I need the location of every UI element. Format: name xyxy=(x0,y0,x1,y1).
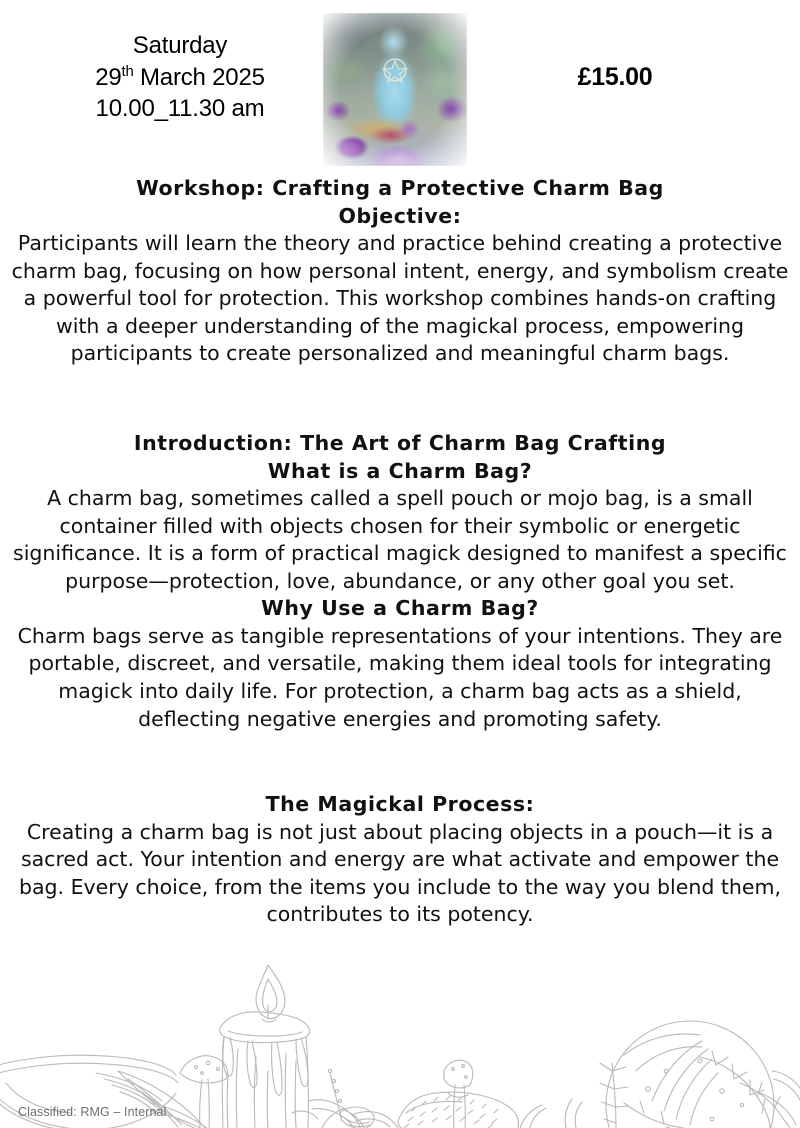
mushroom-right-icon xyxy=(340,1060,473,1128)
bottom-decorative-illustration xyxy=(0,953,800,1128)
berry-sprig-icon xyxy=(322,1069,364,1128)
event-day: Saturday xyxy=(132,32,228,59)
event-date-number: 29 xyxy=(95,63,122,91)
leaf-blade-icon xyxy=(118,1071,206,1128)
charm-bag-photo-image xyxy=(323,13,467,166)
mushroom-left-icon xyxy=(180,1056,228,1128)
document-header xyxy=(0,0,800,175)
charm-bag-photo xyxy=(323,13,467,166)
objective-text: Participants will learn the theory and practice behind creating a protective charm bag, focusing on how personal intent, energy, and symbolism create a powerful tool for protection. This workshop combines hands-on crafting with a deeper understanding of the magickal process, empowering participants to create personalized and meaningful charm bags. xyxy=(11,231,789,366)
crystal-sphere-icon xyxy=(606,1021,774,1128)
workshop-section xyxy=(6,175,794,368)
document-body xyxy=(0,175,800,929)
classification-label: Classified: RMG – Internal xyxy=(18,1105,167,1119)
right-leaf-icon xyxy=(760,1071,800,1125)
section-spacer-2 xyxy=(6,733,794,791)
event-date-rest: March 2025 xyxy=(133,63,265,91)
mossy-log-icon xyxy=(398,1092,519,1128)
magickal-process-heading: The Magickal Process: xyxy=(265,792,535,817)
why-use-charm-bag-heading: Why Use a Charm Bag? xyxy=(261,596,539,621)
introduction-heading: Introduction: The Art of Charm Bag Crafting xyxy=(133,430,667,455)
event-date xyxy=(50,62,310,94)
pentacle-charm-icon xyxy=(382,57,408,83)
what-is-charm-bag-heading: What is a Charm Bag? xyxy=(267,458,533,483)
ground-grass-icon xyxy=(520,1099,582,1128)
magickal-process-section xyxy=(6,791,794,929)
magickal-process-text: Creating a charm bag is not just about placing objects in a pouch—it is a sacred act. Your intention and energy are what activate and empower the bag. Every choice, from the items you include to the way you blend them, contributes to its potency. xyxy=(18,819,782,927)
event-date-ordinal: th xyxy=(121,63,134,80)
event-time: 10.00_11.30 am xyxy=(95,95,265,123)
section-spacer-1 xyxy=(6,368,794,430)
why-use-charm-bag-text: Charm bags serve as tangible representations of your intentions. They are portable, discreet, and versatile, making them ideal tools for integrating magick into daily life. For protection, a charm bag acts as a shield, deflecting negative energies and promoting safety. xyxy=(17,623,783,731)
thorn-branch-icon xyxy=(600,1051,790,1128)
candle-icon xyxy=(220,965,310,1128)
what-is-charm-bag-text: A charm bag, sometimes called a spell pouch or mojo bag, is a small container filled with objects chosen for their symbolic or energetic significance. It is a form of practical magick designed to manifest a specific purpose—protection, love, abundance, or any other goal you set. xyxy=(13,486,787,593)
price-label: £15.00 xyxy=(577,63,653,91)
drooping-leaves-icon xyxy=(292,1100,398,1128)
event-date-block xyxy=(50,30,310,125)
introduction-section xyxy=(6,430,794,733)
objective-heading: Objective: xyxy=(338,203,462,228)
workshop-title: Workshop: Crafting a Protective Charm Bag xyxy=(136,176,664,200)
